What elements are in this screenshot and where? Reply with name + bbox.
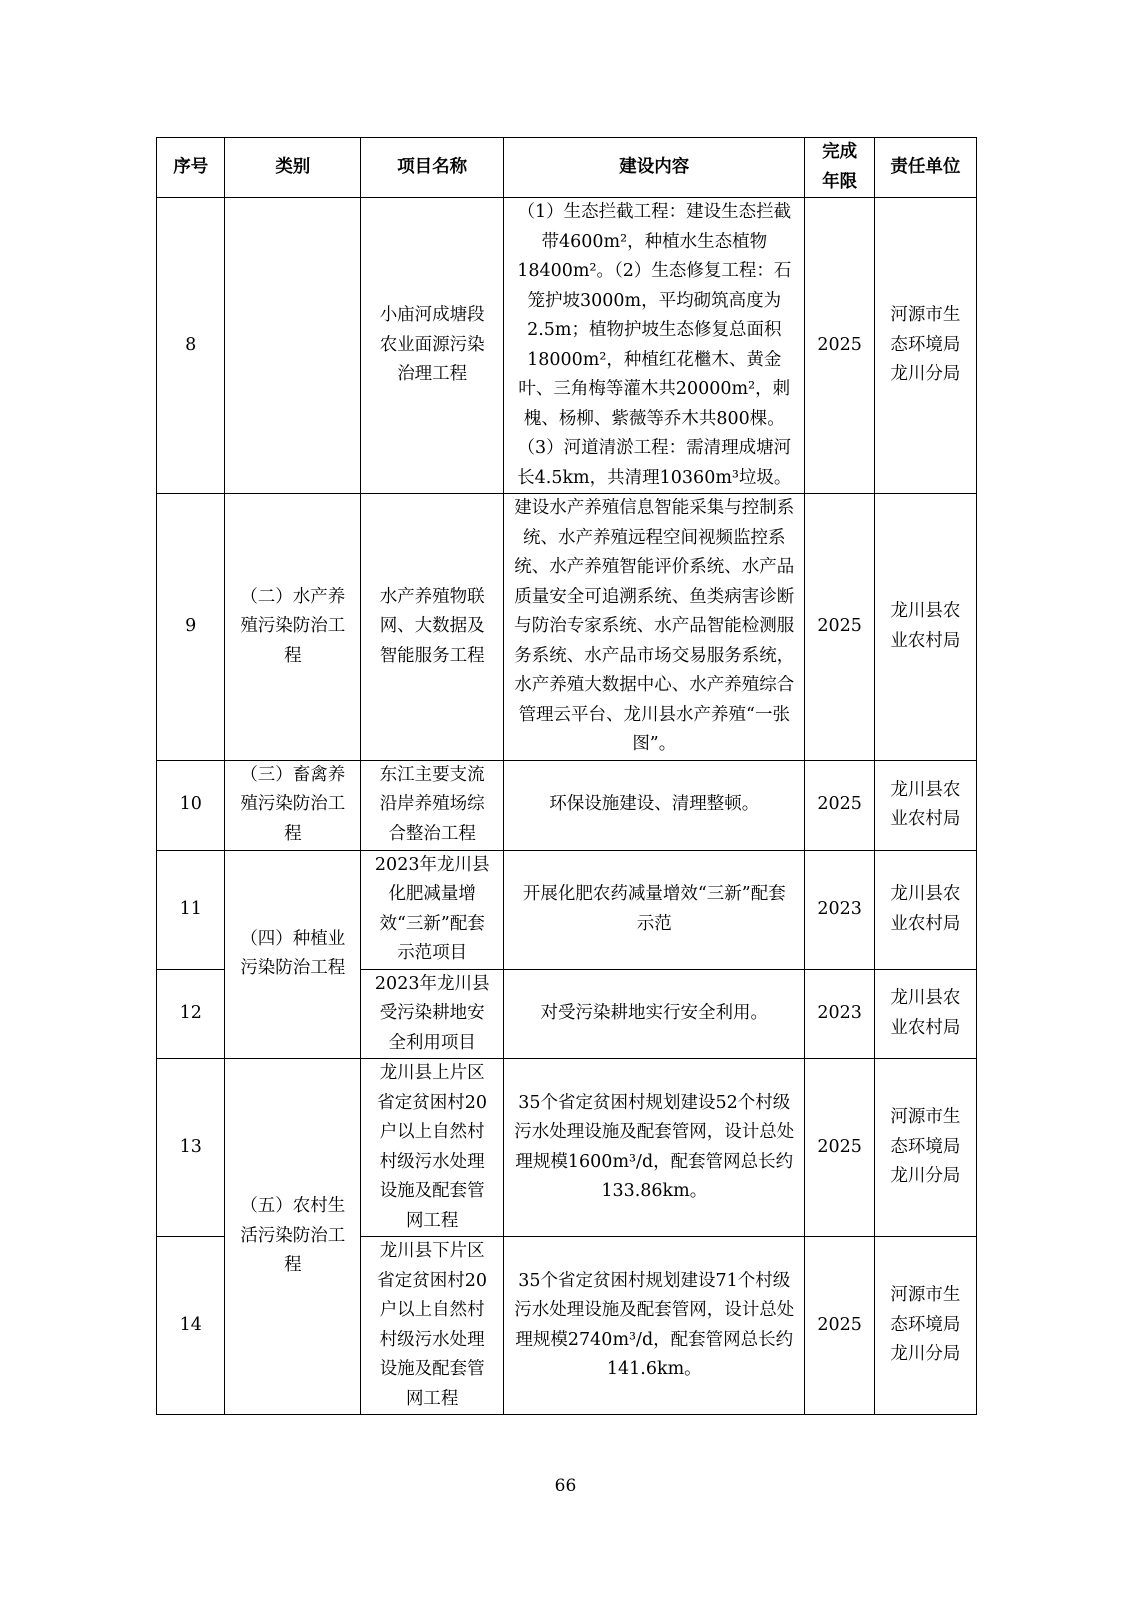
row-project: 东江主要支流沿岸养殖场综合整治工程	[361, 760, 504, 850]
row-seq: 14	[157, 1237, 225, 1415]
header-project: 项目名称	[361, 138, 504, 198]
header-content: 建设内容	[504, 138, 805, 198]
row-unit: 河源市生态环境局龙川分局	[874, 198, 976, 494]
row-seq: 11	[157, 850, 225, 969]
row-unit: 龙川县农业农村局	[874, 969, 976, 1059]
row-content: 开展化肥农药减量增效“三新”配套示范	[504, 850, 805, 969]
header-unit: 责任单位	[874, 138, 976, 198]
row-seq: 9	[157, 494, 225, 761]
row-unit: 河源市生态环境局龙川分局	[874, 1059, 976, 1237]
project-table	[156, 137, 977, 1415]
header-deadline: 完成年限	[805, 138, 874, 198]
row-category-empty	[225, 198, 361, 494]
row-content: 对受污染耕地实行安全利用。	[504, 969, 805, 1059]
row-category: （四）种植业污染防治工程	[225, 850, 361, 1059]
row-content	[504, 198, 805, 494]
row-content: 建设水产养殖信息智能采集与控制系统、水产养殖远程空间视频监控系统、水产养殖智能评价系统、水产品质量安全可追溯系统、鱼类病害诊断与防治专家系统、水产品智能检测服务系统、水产品市场交易服务系统，水产养殖大数据中心、水产养殖综合管理云平台、龙川县水产养殖“一张图”。	[504, 494, 805, 761]
table-row	[157, 494, 977, 761]
row-project: 2023年龙川县受污染耕地安全利用项目	[361, 969, 504, 1059]
row-deadline: 2025	[805, 198, 874, 494]
row-project: 小庙河成塘段农业面源污染治理工程	[361, 198, 504, 494]
row-category: （五）农村生活污染防治工程	[225, 1059, 361, 1415]
row-project: 2023年龙川县化肥减量增效“三新”配套示范项目	[361, 850, 504, 969]
row-unit: 龙川县农业农村局	[874, 850, 976, 969]
table-row	[157, 198, 977, 494]
row-category: （三）畜禽养殖污染防治工程	[225, 760, 361, 850]
row-seq: 13	[157, 1059, 225, 1237]
row-unit: 龙川县农业农村局	[874, 760, 976, 850]
header-category: 类别	[225, 138, 361, 198]
row-content: 35个省定贫困村规划建设71个村级污水处理设施及配套管网，设计总处理规模2740m³/d，配套管网总长约141.6km。	[504, 1237, 805, 1415]
row-category: （二）水产养殖污染防治工程	[225, 494, 361, 761]
row-seq: 10	[157, 760, 225, 850]
row-content: 环保设施建设、清理整顿。	[504, 760, 805, 850]
table-header-row	[157, 138, 977, 198]
row-project: 龙川县上片区省定贫困村20户以上自然村村级污水处理设施及配套管网工程	[361, 1059, 504, 1237]
row-deadline: 2023	[805, 969, 874, 1059]
row-seq: 8	[157, 198, 225, 494]
table-row	[157, 850, 977, 969]
row-deadline: 2025	[805, 1059, 874, 1237]
header-seq: 序号	[157, 138, 225, 198]
row-project: 龙川县下片区省定贫困村20户以上自然村村级污水处理设施及配套管网工程	[361, 1237, 504, 1415]
page-number: 66	[554, 1476, 577, 1496]
table-row	[157, 1059, 977, 1237]
table-row	[157, 760, 977, 850]
row-deadline: 2025	[805, 494, 874, 761]
row-unit: 河源市生态环境局龙川分局	[874, 1237, 976, 1415]
row-deadline: 2025	[805, 1237, 874, 1415]
row-content: 35个省定贫困村规划建设52个村级污水处理设施及配套管网，设计总处理规模1600m³/d，配套管网总长约133.86km。	[504, 1059, 805, 1237]
row-seq: 12	[157, 969, 225, 1059]
row-unit: 龙川县农业农村局	[874, 494, 976, 761]
row-content-text: （1）生态拦截工程：建设生态拦截带4600m²，种植水生态植物18400m²。（2）生态修复工程：石笼护坡3000m，平均砌筑高度为2.5m；植物护坡生态修复总面积18000m²，种植红花檵木、黄金叶、三角梅等灌木共20000m²，刺槐、杨柳、紫薇等乔木共800棵。（3）河道清淤工程：需清理成塘河长4.5km，共清理10360m³垃圾。	[517, 202, 792, 488]
row-project: 水产养殖物联网、大数据及智能服务工程	[361, 494, 504, 761]
row-deadline: 2023	[805, 850, 874, 969]
row-deadline: 2025	[805, 760, 874, 850]
